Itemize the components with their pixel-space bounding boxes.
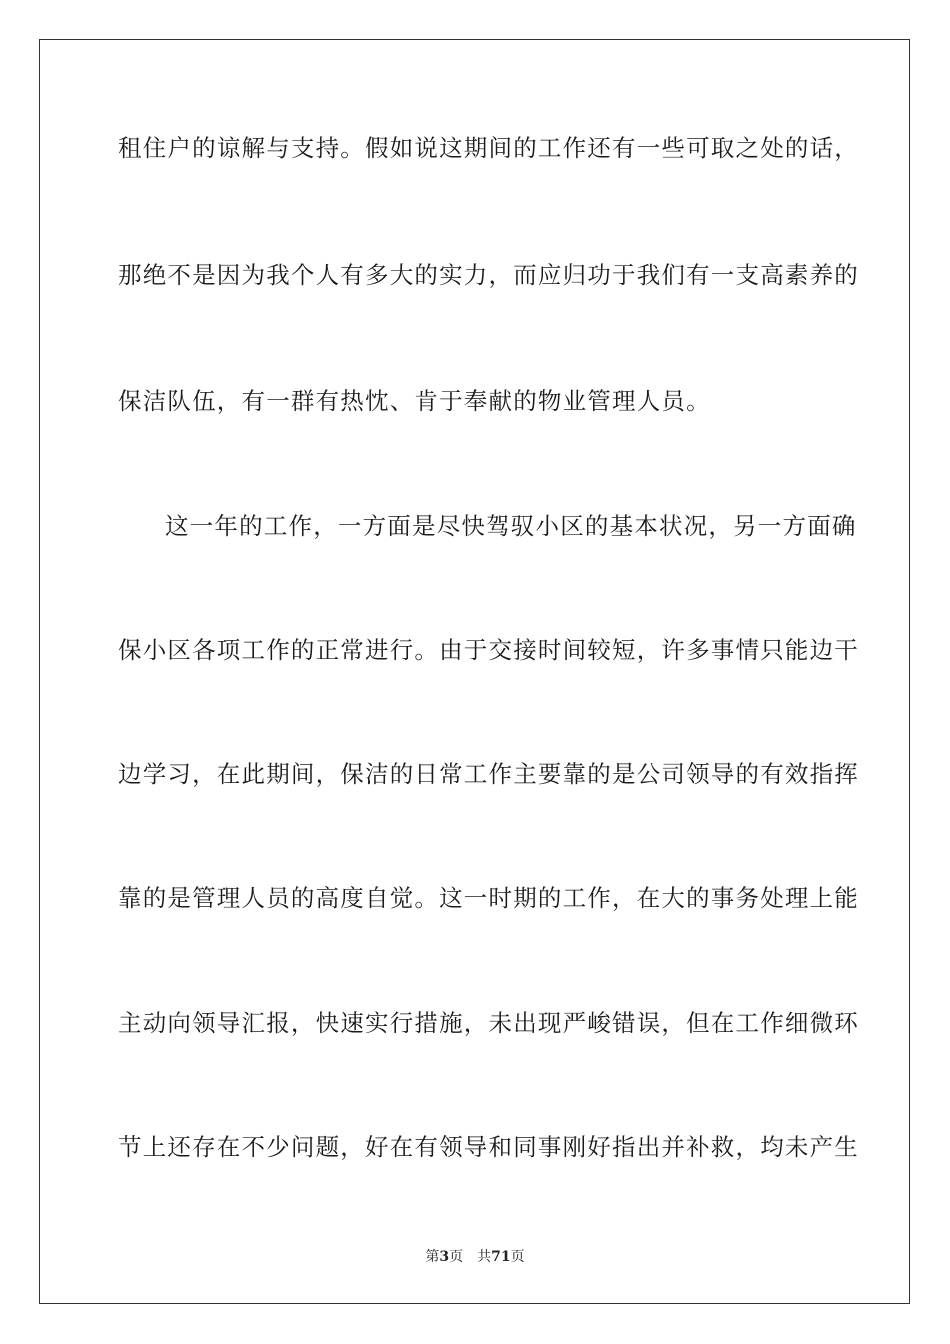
text-line-6: 边学习，在此期间，保洁的日常工作主要靠的是公司领导的有效指挥	[118, 760, 859, 788]
page-suffix: 页	[449, 1249, 464, 1265]
total-prefix: 共	[477, 1249, 492, 1265]
text-line-5: 保小区各项工作的正常进行。由于交接时间较短，许多事情只能边干	[118, 636, 859, 664]
page-border	[39, 39, 910, 1304]
page-prefix: 第	[425, 1249, 440, 1265]
text-line-7: 靠的是管理人员的高度自觉。这一时期的工作，在大的事务处理上能	[118, 884, 859, 912]
text-line-4: 这一年的工作，一方面是尽快驾驭小区的基本状况，另一方面确	[165, 512, 857, 540]
total-suffix: 页	[510, 1249, 525, 1265]
text-line-2: 那绝不是因为我个人有多大的实力，而应归功于我们有一支高素养的	[118, 261, 859, 289]
total-pages: 71	[491, 1249, 511, 1265]
page-footer	[0, 1246, 950, 1266]
text-line-1: 租住户的谅解与支持。假如说这期间的工作还有一些可取之处的话，	[118, 134, 859, 162]
text-line-9: 节上还存在不少问题，好在有领导和同事刚好指出并补救，均未产生	[118, 1133, 859, 1161]
text-line-8: 主动向领导汇报，快速实行措施，未出现严峻错误，但在工作细微环	[118, 1009, 859, 1037]
page-number: 3	[439, 1249, 450, 1265]
text-line-3: 保洁队伍，有一群有热忱、肯于奉献的物业管理人员。	[118, 387, 711, 415]
